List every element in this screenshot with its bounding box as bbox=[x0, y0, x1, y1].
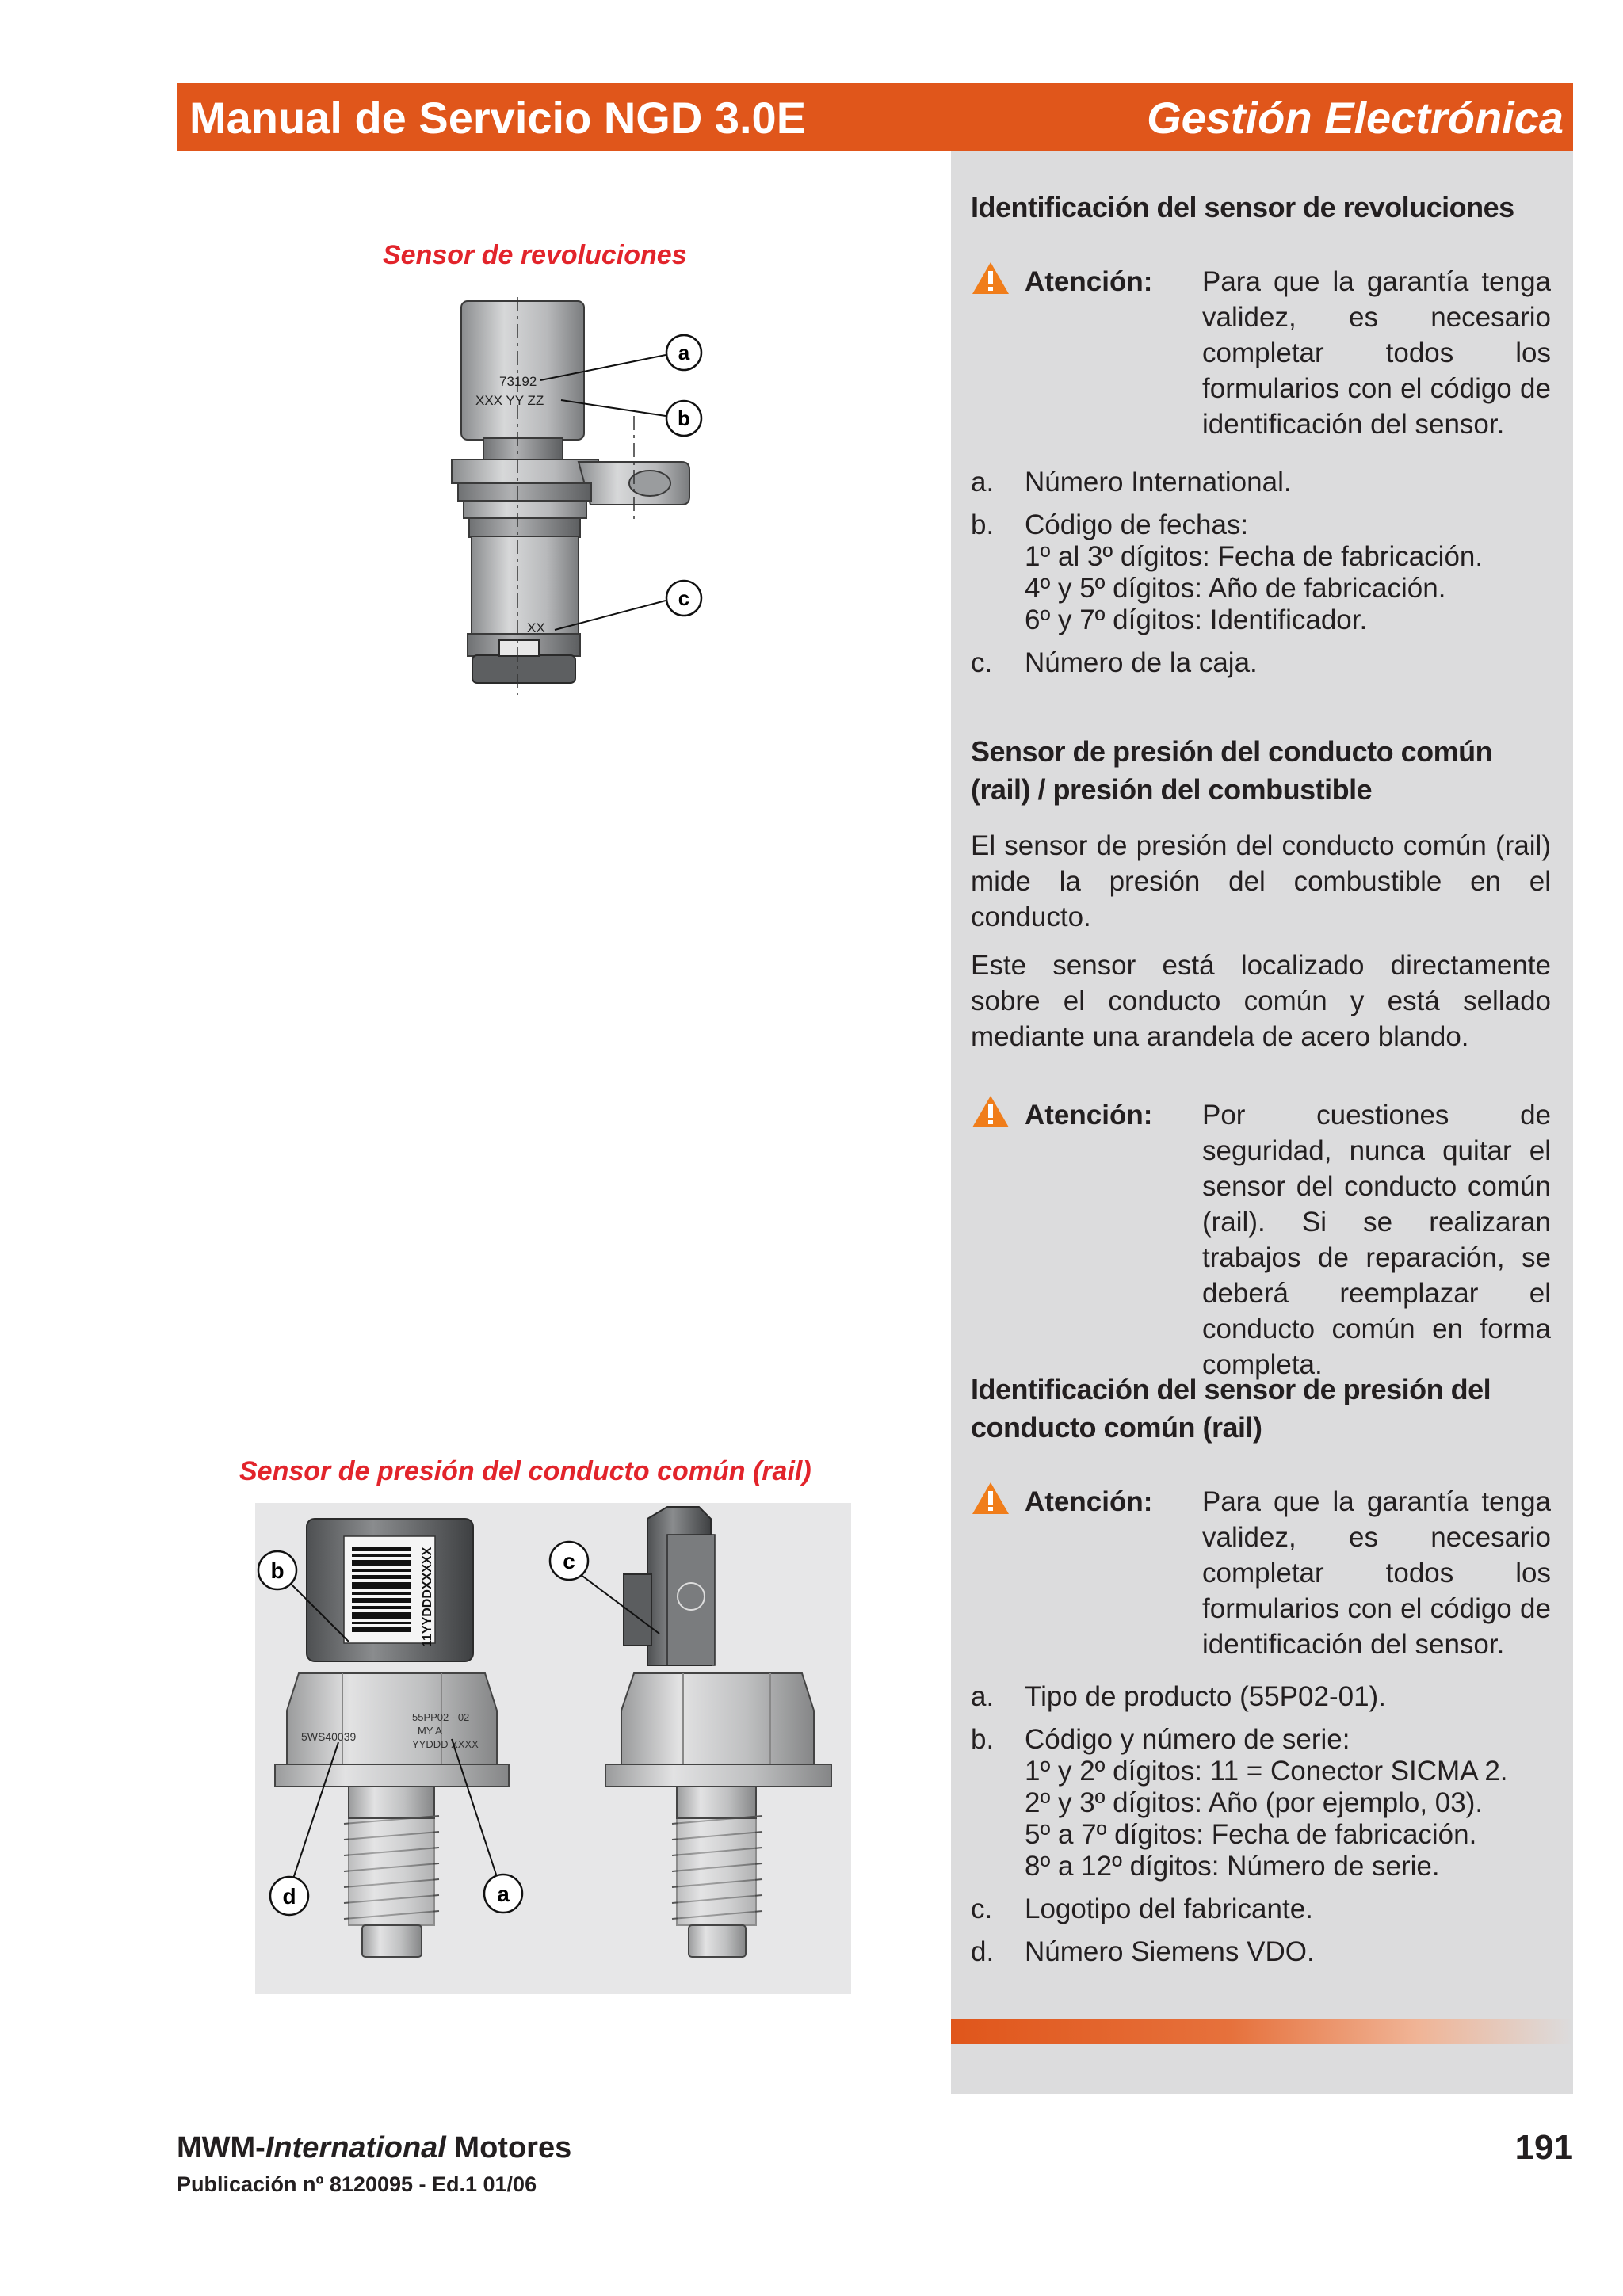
caption-speed-sensor: Sensor de revoluciones bbox=[383, 240, 687, 270]
speed-sensor-legend bbox=[971, 467, 1557, 679]
list-item: 1º al 3º dígitos: Fecha de fabricación. bbox=[1025, 541, 1484, 572]
svg-text:b: b bbox=[270, 1558, 285, 1583]
hex-right-label-1: 55PP02 - 02 bbox=[412, 1711, 470, 1723]
svg-text:b: b bbox=[678, 406, 690, 430]
warning-icon bbox=[971, 1094, 1010, 1129]
attention-block-2 bbox=[971, 1097, 1551, 1383]
list-item: 5º a 7º dígitos: Fecha de fabricación. bbox=[1025, 1819, 1477, 1850]
list-item: c. Logotipo del fabricante. bbox=[971, 1894, 1313, 1924]
attention-block-1 bbox=[971, 264, 1551, 442]
list-item: 8º a 12º dígitos: Número de serie. bbox=[1025, 1851, 1440, 1882]
barcode-text: 11YYDDDXXXXX bbox=[421, 1547, 434, 1647]
section-rail-pressure bbox=[971, 733, 1551, 1055]
header-title: Manual de Servicio NGD 3.0E bbox=[189, 92, 807, 143]
list-item: b. Código y número de serie: bbox=[971, 1724, 1350, 1755]
section-rail-sensor-id bbox=[971, 1371, 1551, 1447]
section-title: Identificación del sensor de revoluciones bbox=[971, 191, 1514, 223]
attention-label: Atención: bbox=[1025, 1486, 1153, 1517]
attention-label: Atención: bbox=[1025, 266, 1153, 297]
speed-sensor-figure bbox=[420, 289, 737, 701]
footer-publication: Publicación nº 8120095 - Ed.1 01/06 bbox=[177, 2172, 537, 2196]
warning-icon bbox=[971, 1481, 1010, 1516]
gradient-bar bbox=[951, 2019, 1573, 2044]
hex-left-label: 5WS40039 bbox=[301, 1730, 357, 1743]
section-title: Sensor de presión del conducto común (rail) / presión del combustible bbox=[971, 735, 1493, 806]
list-item: 6º y 7º dígitos: Identificador. bbox=[1025, 605, 1368, 635]
list-item: c. Número de la caja. bbox=[971, 647, 1258, 678]
paragraph: Este sensor está localizado directamente sobre el conducto común y está sellado mediante una arandela de acero blando. bbox=[971, 950, 1551, 1052]
page-number: 191 bbox=[1514, 2128, 1573, 2167]
section-speed-sensor-id bbox=[971, 189, 1551, 227]
sensor-label-xx: XX bbox=[527, 620, 545, 635]
hex-right-label-2: MY A bbox=[418, 1725, 442, 1737]
page-header bbox=[177, 83, 1573, 151]
sensor-label-code: XXX YY ZZ bbox=[475, 393, 544, 408]
rail-sensor-legend bbox=[971, 1681, 1557, 1968]
attention-text: Por cuestiones de seguridad, nunca quitar el sensor del conducto común (rail). Si se realizaran trabajos de reparación, se deberá reemplazar el conducto común en forma completa. bbox=[1202, 1100, 1551, 1380]
list-item: 2º y 3º dígitos: Año (por ejemplo, 03). bbox=[1025, 1787, 1484, 1818]
section-title: Identificación del sensor de presión del conducto común (rail) bbox=[971, 1373, 1491, 1444]
paragraph: El sensor de presión del conducto común (rail) mide la presión del combustible en el conducto. bbox=[971, 830, 1551, 933]
svg-text:a: a bbox=[678, 341, 690, 364]
attention-label: Atención: bbox=[1025, 1100, 1153, 1131]
list-item: a. Número International. bbox=[971, 467, 1292, 498]
warning-icon bbox=[971, 261, 1010, 296]
list-item: d. Número Siemens VDO. bbox=[971, 1936, 1315, 1967]
header-section: Gestión Electrónica bbox=[1147, 92, 1564, 143]
svg-text:d: d bbox=[282, 1884, 296, 1909]
sensor-label-number: 73192 bbox=[499, 374, 537, 389]
svg-text:c: c bbox=[678, 586, 690, 610]
caption-rail-sensor: Sensor de presión del conducto común (rail) bbox=[239, 1456, 812, 1486]
svg-text:a: a bbox=[497, 1882, 510, 1906]
hex-right-label-3: YYDDD XXXX bbox=[412, 1738, 479, 1750]
list-item: a. Tipo de producto (55P02-01). bbox=[971, 1681, 1386, 1712]
attention-block-3 bbox=[971, 1484, 1551, 1662]
attention-text: Para que la garantía tenga validez, es necesario completar todos los formularios con el código de identificación del sensor. bbox=[1202, 1486, 1551, 1660]
attention-text: Para que la garantía tenga validez, es necesario completar todos los formularios con el código de identificación del sensor. bbox=[1202, 266, 1551, 440]
rail-pressure-sensor-figure bbox=[255, 1503, 851, 1994]
footer-brand: MWM-International Motores bbox=[177, 2131, 572, 2164]
list-item: b. Código de fechas: bbox=[971, 509, 1249, 540]
list-item: 1º y 2º dígitos: 11 = Conector SICMA 2. bbox=[1025, 1756, 1508, 1787]
list-item: 4º y 5º dígitos: Año de fabricación. bbox=[1025, 573, 1446, 604]
svg-text:c: c bbox=[563, 1549, 575, 1573]
